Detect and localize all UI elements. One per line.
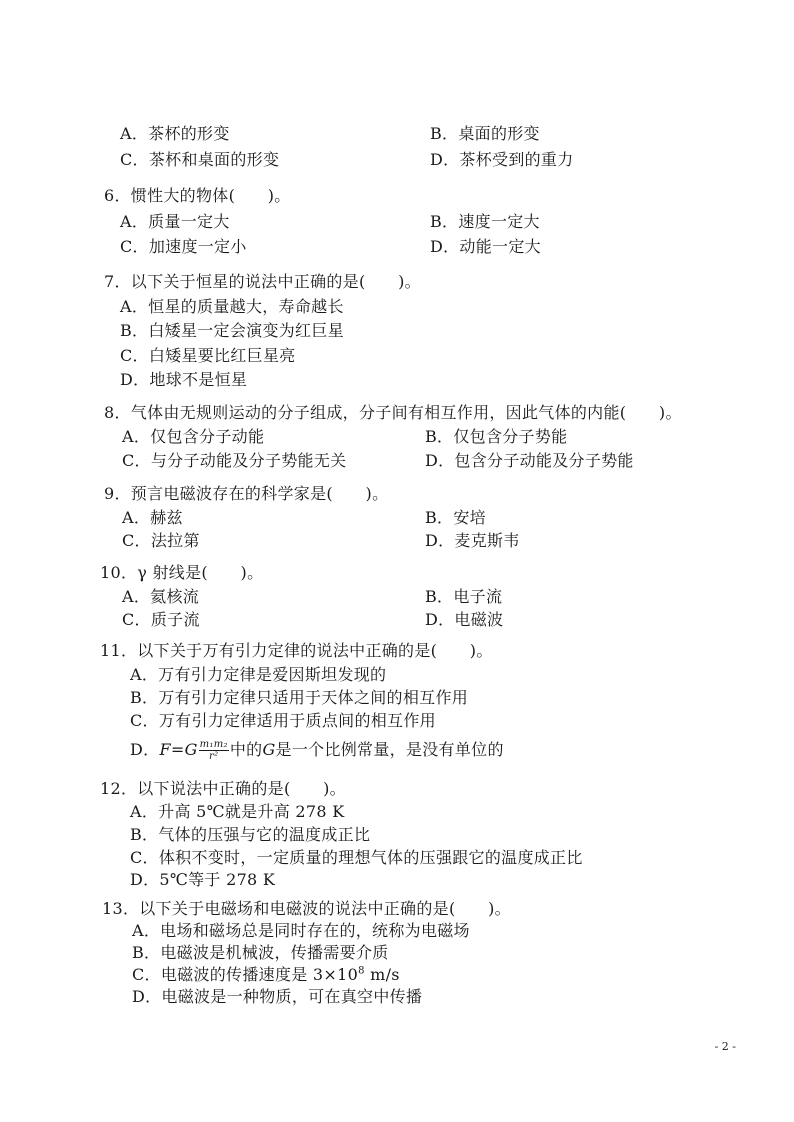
formula-g-symbol: G [184, 740, 198, 759]
q11-option-b: B．万有引力定律只适用于天体之间的相互作用 [130, 688, 469, 707]
q9-stem: 9．预言电磁波存在的科学家是( )。 [104, 484, 389, 503]
q13-c-prefix: C．电磁波的传播速度是 3×10 [132, 965, 359, 984]
q9-option-a: A．赫兹 [122, 508, 183, 527]
q7-option-b: B．白矮星一定会演变为红巨星 [120, 321, 344, 340]
q7-option-a: A．恒星的质量越大，寿命越长 [120, 297, 344, 316]
q13-stem: 13．以下关于电磁场和电磁波的说法中正确的是( )。 [102, 899, 511, 918]
formula-fraction [199, 739, 229, 762]
q11-d-mid: 中的 [229, 740, 263, 759]
q11-option-c: C．万有引力定律适用于质点间的相互作用 [130, 711, 436, 730]
fraction-numerator: m₁m₂ [199, 739, 228, 750]
q12-stem: 12．以下说法中正确的是( )。 [100, 779, 346, 798]
q8-option-c: C．与分子动能及分子势能无关 [122, 451, 347, 470]
q12-option-c: C．体积不变时，一定质量的理想气体的压强跟它的温度成正比 [130, 848, 583, 867]
q12-option-b: B．气体的压强与它的温度成正比 [130, 825, 371, 844]
q5-option-a: A．茶杯的形变 [120, 124, 230, 143]
q13-c-suffix: m/s [364, 965, 400, 984]
q11-d-prefix: D． [130, 740, 160, 759]
q10-option-d: D．电磁波 [425, 610, 504, 629]
q6-stem: 6．惯性大的物体( )。 [104, 186, 291, 205]
q12-option-d: D．5℃等于 278 K [130, 870, 276, 889]
q5-option-c: C．茶杯和桌面的形变 [120, 150, 280, 169]
q5-option-d: D．茶杯受到的重力 [430, 150, 574, 169]
q5-option-b: B．桌面的形变 [430, 124, 540, 143]
q6-option-b: B．速度一定大 [430, 212, 540, 231]
q10-stem: 10．γ 射线是( )。 [100, 563, 264, 582]
q12-option-a: A．升高 5℃就是升高 278 K [130, 802, 345, 821]
constant-g-symbol: G [262, 740, 276, 759]
q13-option-a: A．电场和磁场总是同时存在的，统称为电磁场 [132, 921, 470, 940]
q10-option-b: B．电子流 [425, 587, 503, 606]
q13-option-d: D．电磁波是一种物质，可在真空中传播 [132, 987, 423, 1006]
q8-stem: 8．气体由无规则运动的分子组成，分子间有相互作用，因此气体的内能( )。 [104, 403, 682, 422]
q11-option-d [130, 737, 504, 763]
q6-option-c: C．加速度一定小 [120, 237, 247, 256]
q8-option-a: A．仅包含分子动能 [122, 427, 265, 446]
q8-option-d: D．包含分子动能及分子势能 [425, 451, 634, 470]
q7-option-d: D．地球不是恒星 [120, 370, 248, 389]
q11-option-a: A．万有引力定律是爱因斯坦发现的 [130, 665, 387, 684]
q9-option-d: D．麦克斯韦 [425, 531, 520, 550]
q8-option-b: B．仅包含分子势能 [425, 427, 568, 446]
q13-c-exponent: 8 [358, 965, 365, 977]
formula-equals: = [170, 740, 185, 759]
q6-option-d: D．动能一定大 [430, 237, 541, 256]
q13-option-b: B．电磁波是机械波，传播需要介质 [132, 943, 389, 962]
page-number: - 2 - [714, 1040, 736, 1053]
formula-force-symbol: F [159, 740, 171, 759]
q10-option-c: C．质子流 [122, 610, 200, 629]
q6-option-a: A．质量一定大 [120, 212, 230, 231]
q7-option-c: C．白矮星要比红巨星亮 [120, 346, 296, 365]
q7-stem: 7．以下关于恒星的说法中正确的是( )。 [104, 272, 421, 291]
q9-option-c: C．法拉第 [122, 531, 200, 550]
q11-stem: 11．以下关于万有引力定律的说法中正确的是( )。 [100, 641, 493, 660]
q13-option-c [132, 965, 400, 985]
q10-option-a: A．氦核流 [122, 587, 200, 606]
q9-option-b: B．安培 [425, 508, 486, 527]
fraction-denominator: r² [209, 751, 219, 762]
q11-d-suffix: 是一个比例常量，是没有单位的 [275, 740, 504, 759]
